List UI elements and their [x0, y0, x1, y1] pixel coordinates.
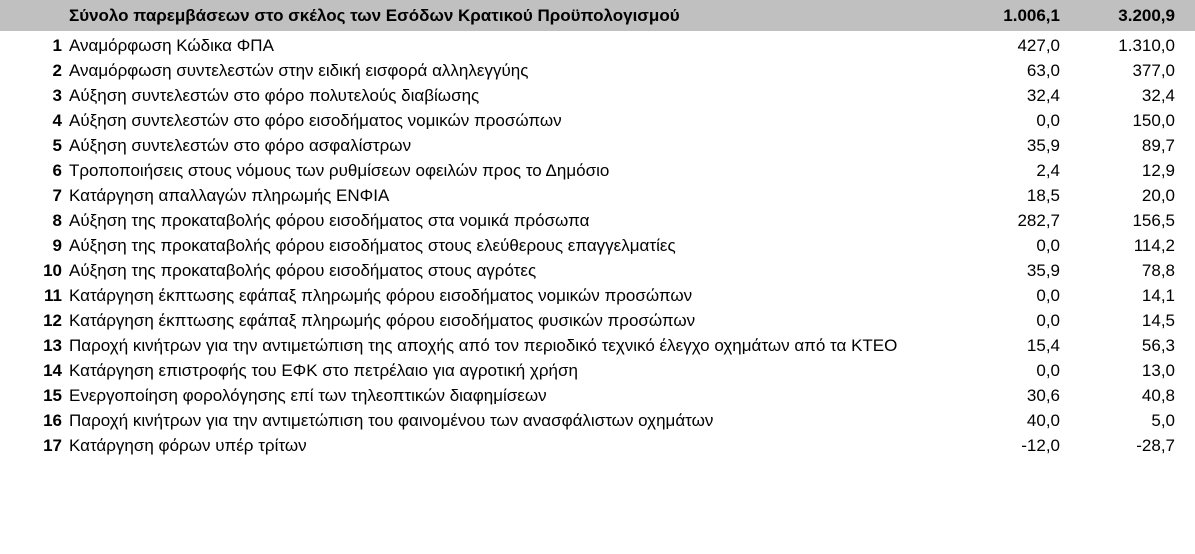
row-number: 10	[43, 261, 62, 280]
row-description: Κατάργηση επιστροφής του ΕΦΚ στο πετρέλαιο για αγροτική χρήση	[69, 361, 578, 380]
row-value-1: 63,0	[1026, 61, 1060, 80]
row-description: Κατάργηση έκπτωσης εφάπαξ πληρωμής φόρου εισοδήματος νομικών προσώπων	[69, 286, 693, 305]
total-value-1: 1.006,1	[1003, 6, 1060, 25]
row-value-1: 35,9	[1026, 136, 1060, 155]
row-value-1: 0,0	[1036, 111, 1060, 130]
table-row	[0, 33, 1195, 58]
row-value-2: 40,8	[1141, 386, 1175, 405]
total-value-2: 3.200,9	[1118, 6, 1175, 25]
row-value-1: 0,0	[1036, 236, 1060, 255]
total-title: Σύνολο παρεμβάσεων στο σκέλος των Εσόδων Κρατικού Προϋπολογισμού	[69, 6, 680, 25]
row-value-1: 35,9	[1026, 261, 1060, 280]
row-number: 12	[43, 311, 62, 330]
table-row	[0, 233, 1195, 258]
row-description: Παροχή κινήτρων για την αντιμετώπιση του φαινομένου των ανασφάλιστων οχημάτων	[69, 411, 714, 430]
table-row	[0, 383, 1195, 408]
row-value-1: -12,0	[1021, 436, 1060, 455]
row-number: 8	[52, 211, 62, 230]
row-description: Κατάργηση απαλλαγών πληρωμής ΕΝΦΙΑ	[69, 186, 390, 205]
table-row	[0, 58, 1195, 83]
row-description: Παροχή κινήτρων για την αντιμετώπιση της αποχής από τον περιοδικό τεχνικό έλεγχο οχημάτων από τα ΚΤΕΟ	[69, 336, 898, 355]
table-body	[0, 33, 1195, 458]
row-number: 4	[52, 111, 62, 130]
row-value-1: 30,6	[1026, 386, 1060, 405]
row-value-2: 20,0	[1141, 186, 1175, 205]
table-row	[0, 433, 1195, 458]
row-description: Τροποποιήσεις στους νόμους των ρυθμίσεων οφειλών προς το Δημόσιο	[69, 161, 610, 180]
row-description: Αύξηση συντελεστών στο φόρο πολυτελούς διαβίωσης	[69, 86, 480, 105]
table-row	[0, 283, 1195, 308]
row-value-2: 14,5	[1141, 311, 1175, 330]
row-value-1: 0,0	[1036, 361, 1060, 380]
row-value-2: 377,0	[1132, 61, 1175, 80]
table-row	[0, 133, 1195, 158]
table-row	[0, 158, 1195, 183]
row-value-1: 282,7	[1017, 211, 1060, 230]
row-number: 11	[44, 286, 62, 305]
row-value-2: -28,7	[1136, 436, 1175, 455]
row-number: 14	[43, 361, 62, 380]
row-number: 7	[52, 186, 62, 205]
row-number: 16	[43, 411, 62, 430]
row-value-2: 5,0	[1151, 411, 1175, 430]
row-number: 6	[52, 161, 62, 180]
row-value-2: 78,8	[1141, 261, 1175, 280]
row-number: 3	[52, 86, 62, 105]
row-value-2: 12,9	[1141, 161, 1175, 180]
row-description: Κατάργηση φόρων υπέρ τρίτων	[69, 436, 307, 455]
row-value-1: 0,0	[1036, 286, 1060, 305]
row-value-2: 150,0	[1132, 111, 1175, 130]
row-description: Ενεργοποίηση φορολόγησης επί των τηλεοπτικών διαφημίσεων	[69, 386, 547, 405]
row-value-1: 18,5	[1026, 186, 1060, 205]
row-description: Κατάργηση έκπτωσης εφάπαξ πληρωμής φόρου εισοδήματος φυσικών προσώπων	[69, 311, 696, 330]
table-row	[0, 208, 1195, 233]
row-number: 9	[52, 236, 62, 255]
row-description: Αναμόρφωση συντελεστών στην ειδική εισφορά αλληλεγγύης	[69, 61, 529, 80]
row-number: 2	[52, 61, 62, 80]
row-description: Αύξηση συντελεστών στο φόρο ασφαλίστρων	[69, 136, 412, 155]
table-row	[0, 108, 1195, 133]
row-number: 17	[43, 436, 62, 455]
row-description: Αναμόρφωση Κώδικα ΦΠΑ	[69, 36, 274, 55]
row-value-1: 32,4	[1026, 86, 1060, 105]
row-value-1: 427,0	[1017, 36, 1060, 55]
table-row	[0, 358, 1195, 383]
row-description: Αύξηση της προκαταβολής φόρου εισοδήματος στους ελεύθερους επαγγελματίες	[69, 236, 676, 255]
row-number: 1	[52, 36, 62, 55]
row-value-1: 0,0	[1036, 311, 1060, 330]
row-number: 15	[43, 386, 62, 405]
row-value-2: 156,5	[1132, 211, 1175, 230]
row-value-1: 40,0	[1026, 411, 1060, 430]
row-value-2: 1.310,0	[1118, 36, 1175, 55]
table-row	[0, 183, 1195, 208]
table-row	[0, 308, 1195, 333]
table-row	[0, 408, 1195, 433]
row-value-2: 89,7	[1141, 136, 1175, 155]
row-value-2: 14,1	[1141, 286, 1175, 305]
total-header-row	[0, 0, 1195, 31]
table-row	[0, 333, 1195, 358]
row-description: Αύξηση της προκαταβολής φόρου εισοδήματος στα νομικά πρόσωπα	[69, 211, 590, 230]
row-value-1: 2,4	[1036, 161, 1060, 180]
row-value-2: 13,0	[1141, 361, 1175, 380]
table-row	[0, 258, 1195, 283]
row-number: 5	[52, 136, 62, 155]
row-value-2: 114,2	[1133, 236, 1175, 255]
row-number: 13	[43, 336, 62, 355]
row-value-1: 15,4	[1026, 336, 1060, 355]
row-description: Αύξηση της προκαταβολής φόρου εισοδήματος στους αγρότες	[69, 261, 537, 280]
row-description: Αύξηση συντελεστών στο φόρο εισοδήματος νομικών προσώπων	[69, 111, 562, 130]
row-value-2: 56,3	[1141, 336, 1175, 355]
row-value-2: 32,4	[1141, 86, 1175, 105]
table-row	[0, 83, 1195, 108]
